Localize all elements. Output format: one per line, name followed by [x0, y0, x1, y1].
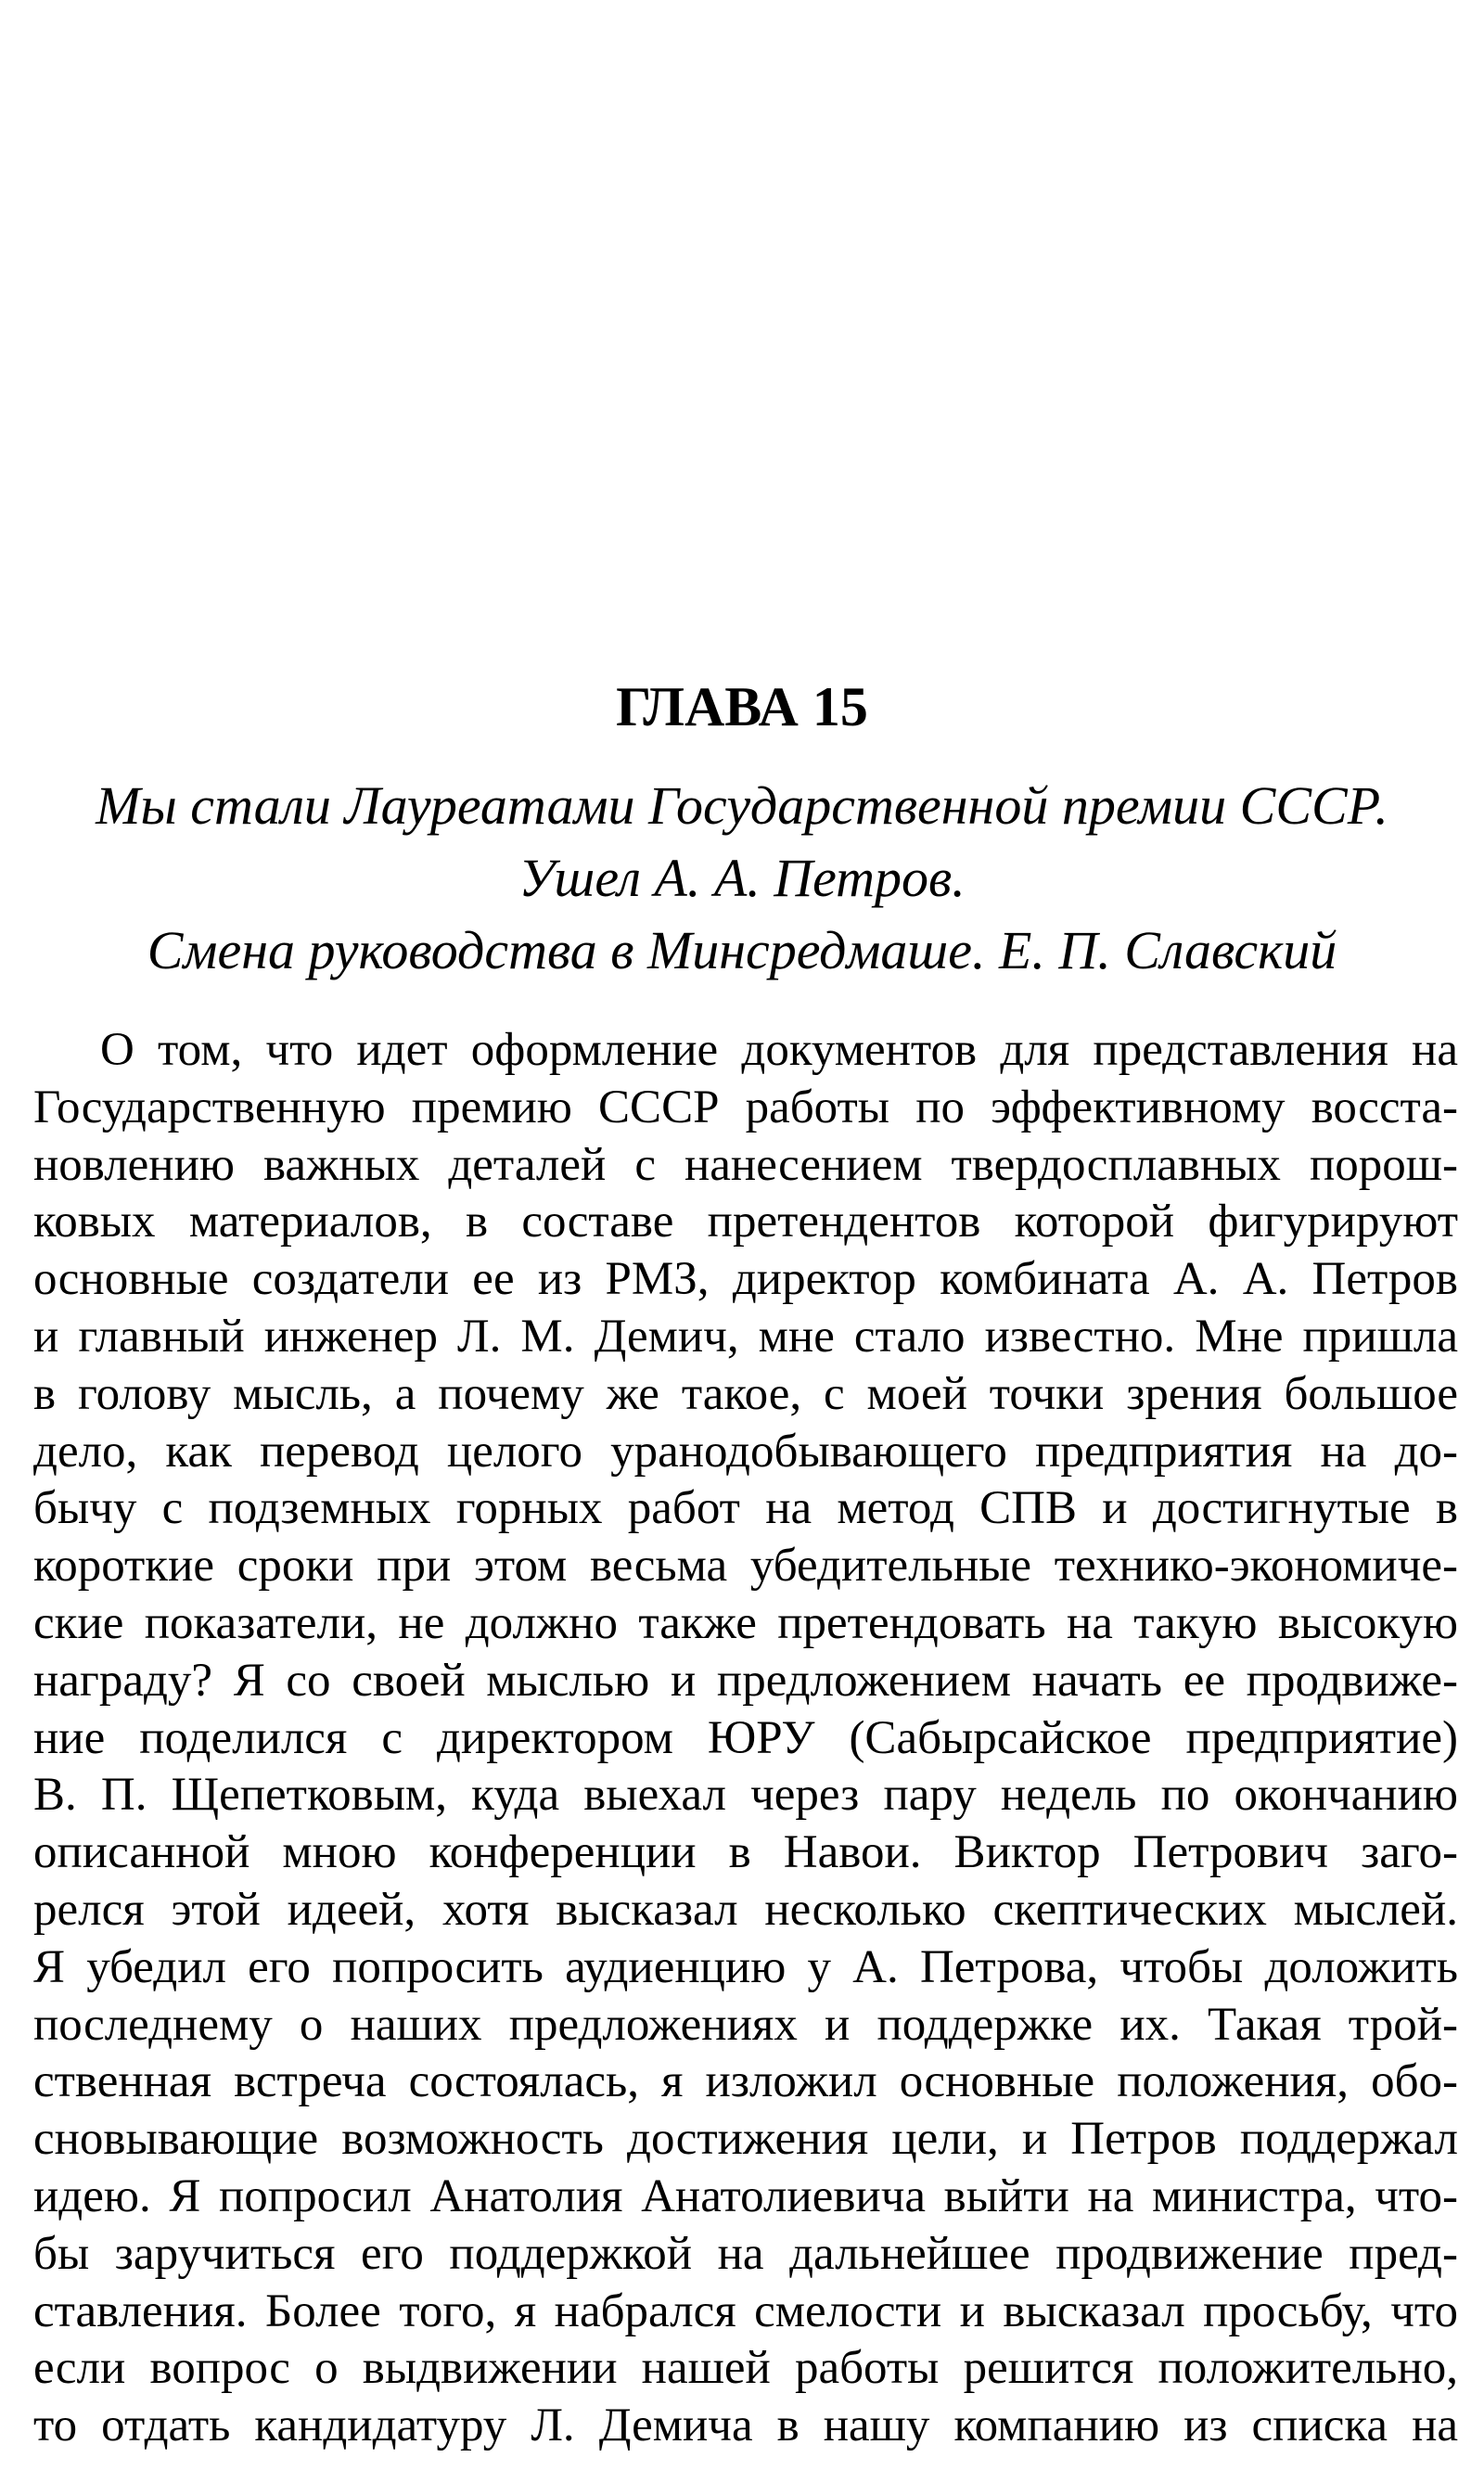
text-line: описанной мною конференции в Навои. Виктор Петрович заго-	[33, 1826, 1458, 1879]
text-line: Я убедил его попросить аудиенцию у А. Петрова, чтобы доложить	[33, 1940, 1458, 1993]
text-line: и главный инженер Л. М. Демич, мне стало известно. Мне пришла	[33, 1310, 1458, 1363]
text-line: идею. Я попросил Анатолия Анатолиевича выйти на министра, что-	[33, 2169, 1458, 2222]
body-paragraph	[33, 1022, 1458, 2455]
text-line: релся этой идеей, хотя высказал несколько скептических мыслей.	[33, 1883, 1458, 1936]
text-line: ковых материалов, в составе претендентов которой фигурируют	[33, 1196, 1458, 1248]
text-line: ские показатели, не должно также претендовать на такую высокую	[33, 1596, 1458, 1649]
subtitle-line: Мы стали Лауреатами Государственной премии СССР.	[96, 775, 1388, 836]
text-line: Государственную премию СССР работы по эффективному восста-	[33, 1081, 1458, 1133]
text-line: основные создатели ее из РМЗ, директор комбината А. А. Петров	[33, 1253, 1458, 1306]
subtitle-line: Ушел А. А. Петров.	[518, 848, 966, 908]
text-line: в голову мысль, а почему же такое, с моей точки зрения большое	[33, 1367, 1458, 1420]
text-line: новлению важных деталей с нанесением твердосплавных порош-	[33, 1138, 1458, 1191]
text-line: если вопрос о выдвижении нашей работы решится положительно,	[33, 2342, 1458, 2395]
text-line: короткие сроки при этом весьма убедительные технико-экономиче-	[33, 1540, 1458, 1593]
text-line: В. П. Щепетковым, куда выехал через пару недель по окончанию	[33, 1769, 1458, 1822]
text-line: бы заручиться его поддержкой на дальнейшее продвижение пред-	[33, 2227, 1458, 2280]
text-line: последнему о наших предложениях и поддержке их. Такая трой-	[33, 1998, 1458, 2051]
text-line: награду? Я со своей мыслью и предложением начать ее продвиже-	[33, 1654, 1458, 1707]
text-line: бычу с подземных горных работ на метод СПВ и достигнутые в	[33, 1482, 1458, 1535]
subtitle-line: Смена руководства в Минсредмаше. Е. П. Славский	[147, 920, 1337, 980]
text-line: сновывающие возможность достижения цели, и Петров поддержал	[33, 2113, 1458, 2166]
text-line: то отдать кандидатуру Л. Демича в нашу компанию из списка на	[33, 2400, 1458, 2452]
text-line: ственная встреча состоялась, я изложил основные положения, обо-	[33, 2055, 1458, 2108]
chapter-subtitle	[0, 770, 1484, 987]
text-line: О том, что идет оформление документов для представления на	[100, 1024, 1458, 1076]
chapter-heading: ГЛАВА 15	[616, 676, 868, 737]
text-line: ставления. Более того, я набрался смелости и высказал просьбу, что	[33, 2285, 1458, 2337]
text-line: дело, как перевод целого уранодобывающего предприятия на до-	[33, 1425, 1458, 1478]
text-line: ние поделился с директором ЮРУ (Сабырсайское предприятие)	[33, 1711, 1458, 1764]
